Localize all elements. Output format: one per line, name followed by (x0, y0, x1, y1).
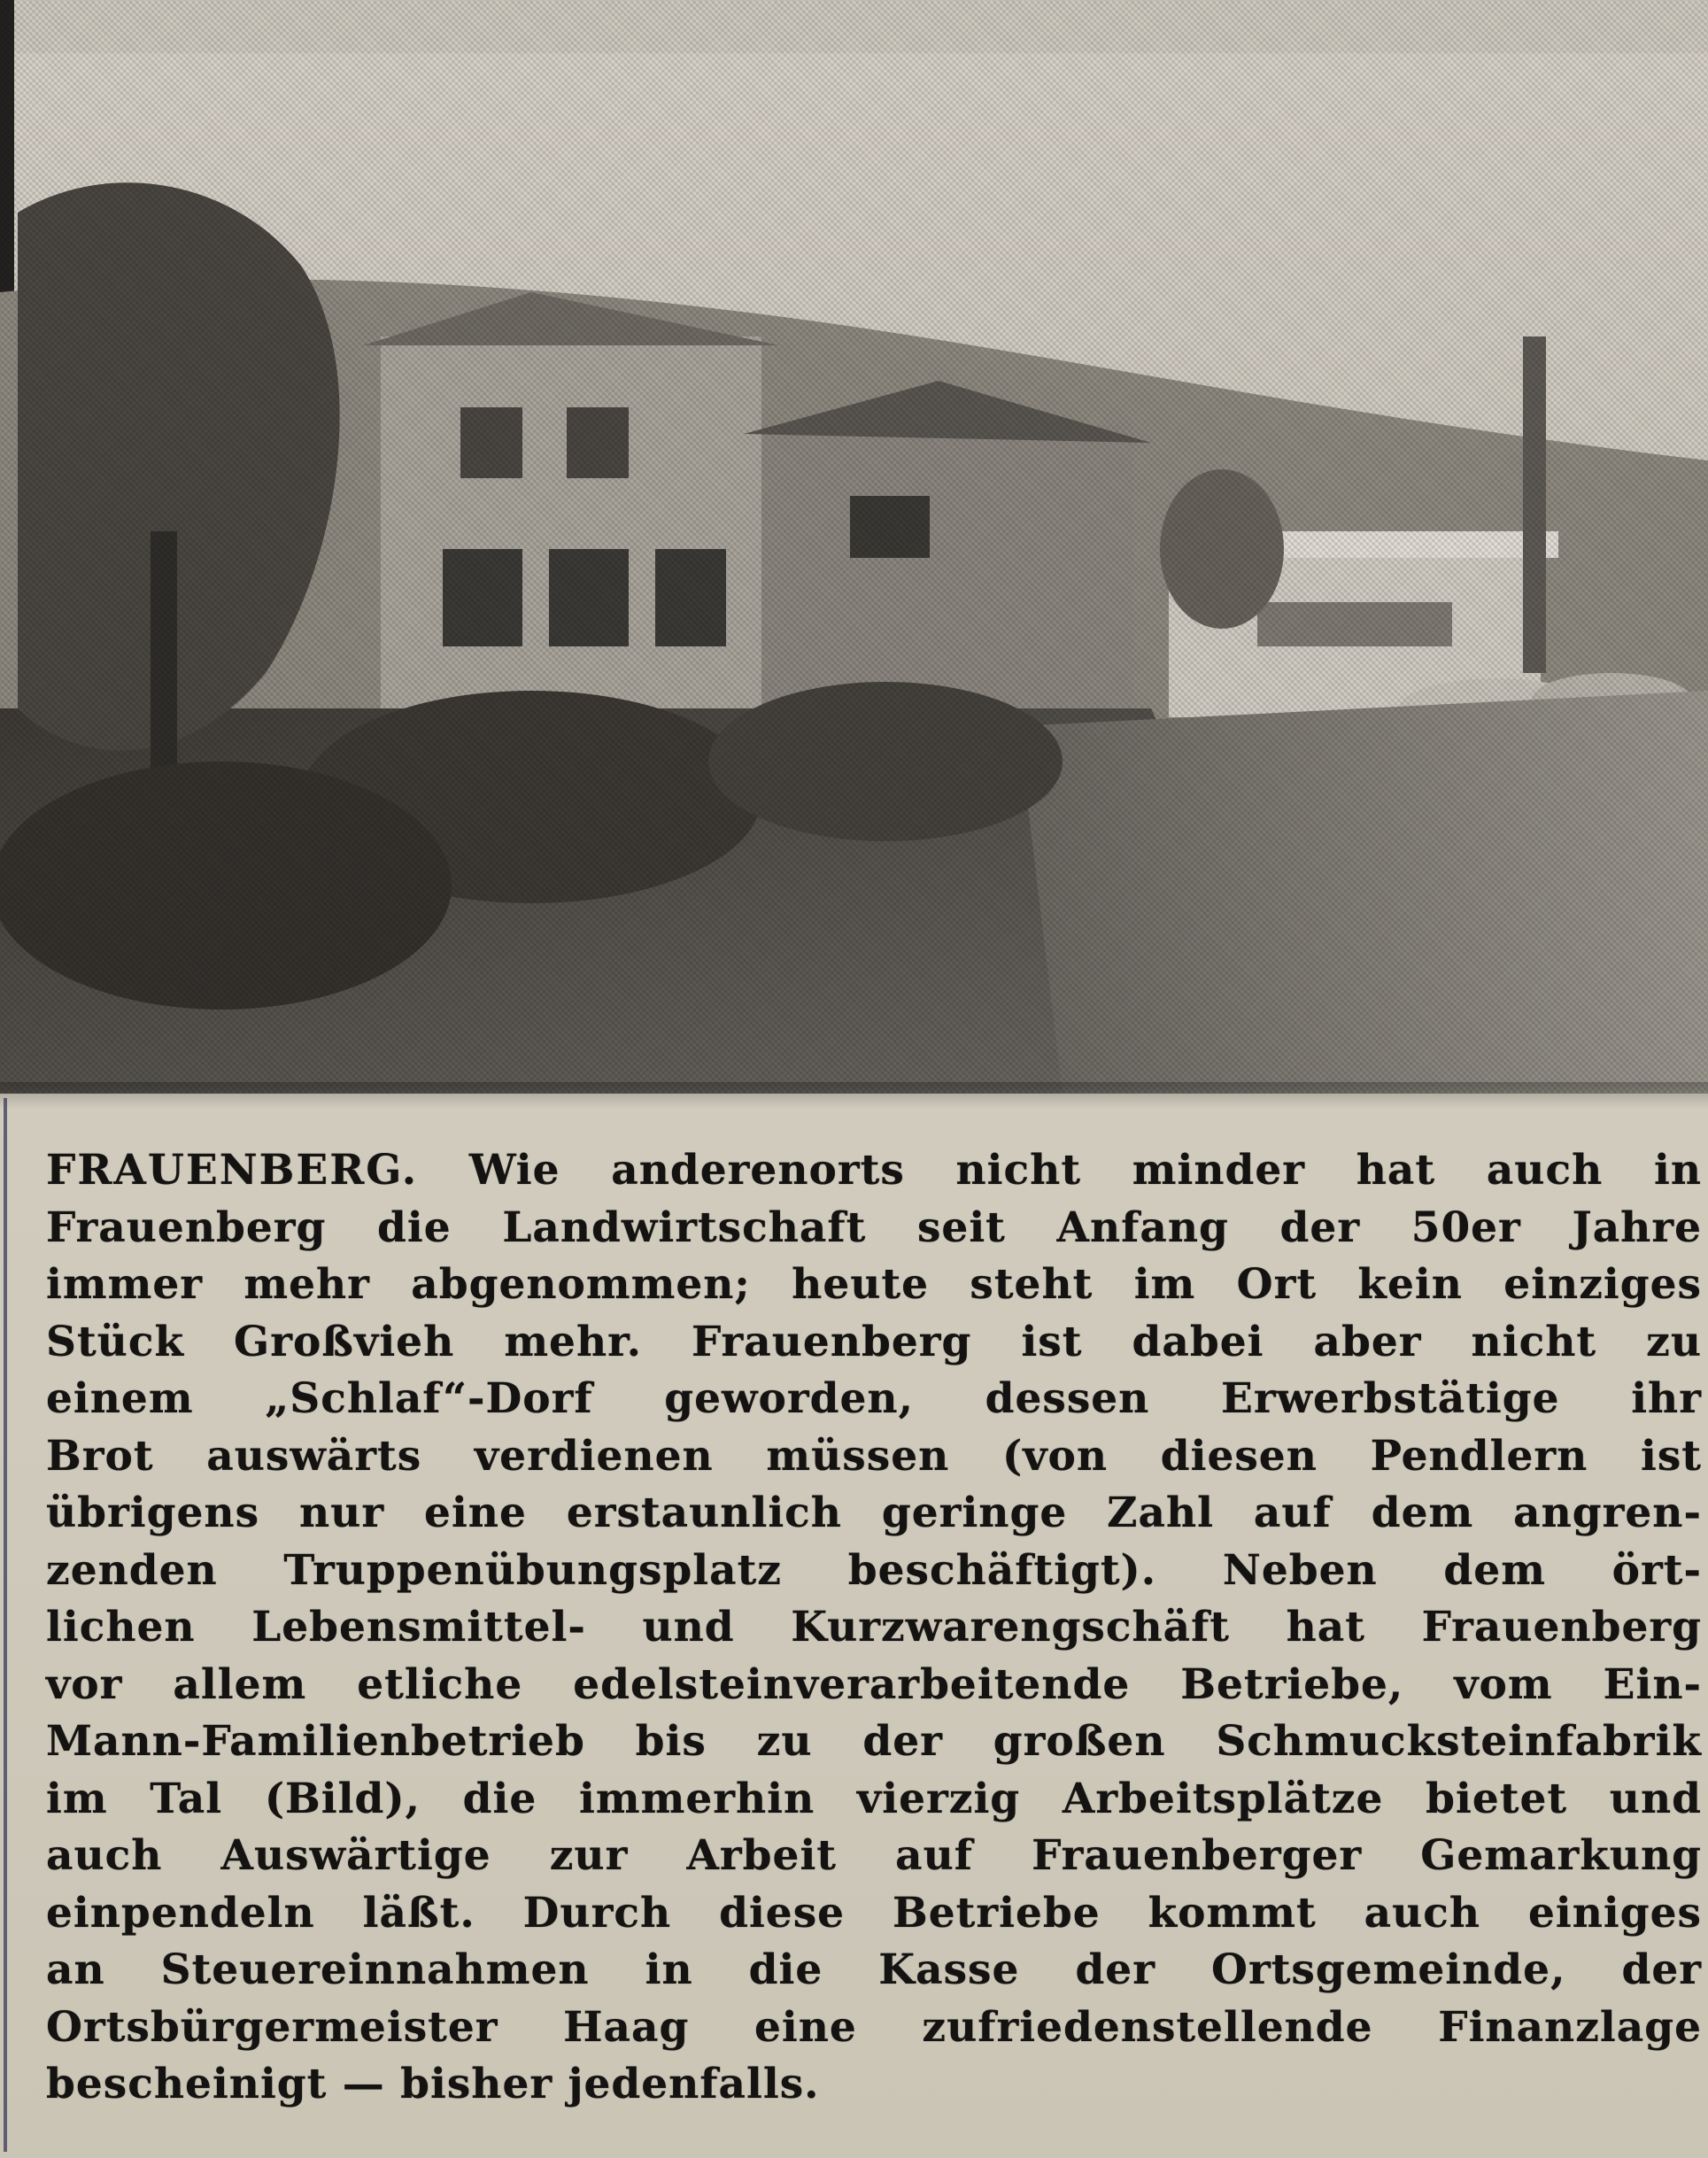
article-line: einem „Schlaf“-Dorf geworden, dessen Erwerbstätige ihr (46, 1374, 1702, 1423)
factory-window (1257, 602, 1452, 646)
article-line: übrigens nur eine erstaunlich geringe Zahl auf dem angren- (46, 1489, 1702, 1537)
article-line: zenden Truppenübungsplatz beschäftigt). Neben dem ört- (46, 1545, 1702, 1595)
article-line: lichen Lebensmittel- und Kurzwarengschäft hat Frauenberg (46, 1603, 1702, 1651)
window-4 (549, 549, 629, 646)
article-text (46, 1142, 1702, 2114)
article-line: Ortsbürgermeister Haag eine zufriedenstellende Finanzlage (46, 2002, 1702, 2052)
fold-shadow (0, 1082, 1708, 1109)
small-tree (1160, 469, 1284, 629)
chimney (1523, 336, 1546, 673)
building-window (850, 496, 930, 558)
article-line: auch Auswärtige zur Arbeit auf Frauenberger Gemarkung (46, 1831, 1702, 1880)
article-line: im Tal (Bild), die immerhin vierzig Arbeitsplätze bietet und (46, 1774, 1702, 1823)
left-margin-rule (4, 1098, 7, 2152)
article-line: bescheinigt — bisher jedenfalls. (46, 2060, 820, 2108)
house-wall (381, 336, 761, 708)
bush-3 (0, 762, 452, 1009)
article-line: einpendeln läßt. Durch diese Betriebe kommt auch einiges (46, 1888, 1702, 1938)
article-line: Brot auswärts verdienen müssen (von diesen Pendlern ist (46, 1431, 1702, 1481)
dateline: FRAUENBERG. (46, 1146, 419, 1195)
window-3 (443, 549, 522, 646)
window-1 (460, 407, 522, 478)
article-line: Stück Großvieh mehr. Frauenberg ist dabei aber nicht zu (46, 1317, 1702, 1366)
bush-2 (708, 682, 1063, 841)
main-house (363, 292, 779, 708)
article-line: an Steuereinnahmen in die Kasse der Ortsgemeinde, der (46, 1945, 1702, 1994)
tree-trunk (151, 531, 177, 797)
second-building (744, 381, 1151, 708)
building-wall (761, 425, 1133, 708)
window-5 (655, 549, 726, 646)
article-line: Frauenberg die Landwirtschaft seit Anfang der 50er Jahre (46, 1203, 1702, 1252)
road (1018, 691, 1708, 1094)
article-line: immer mehr abgenommen; heute steht im Ort kein einziges (46, 1260, 1702, 1309)
article-line (46, 1142, 1702, 1200)
article-line: vor allem etliche edelsteinverarbeitende Betriebe, vom Ein- (46, 1659, 1702, 1709)
article-line: Mann-Familienbetrieb bis zu der großen Schmucksteinfabrik (46, 1717, 1702, 1766)
article-line-text: Wie anderenorts nicht minder hat auch in (468, 1146, 1702, 1195)
top-edge (0, 0, 1708, 53)
window-2 (567, 407, 629, 478)
